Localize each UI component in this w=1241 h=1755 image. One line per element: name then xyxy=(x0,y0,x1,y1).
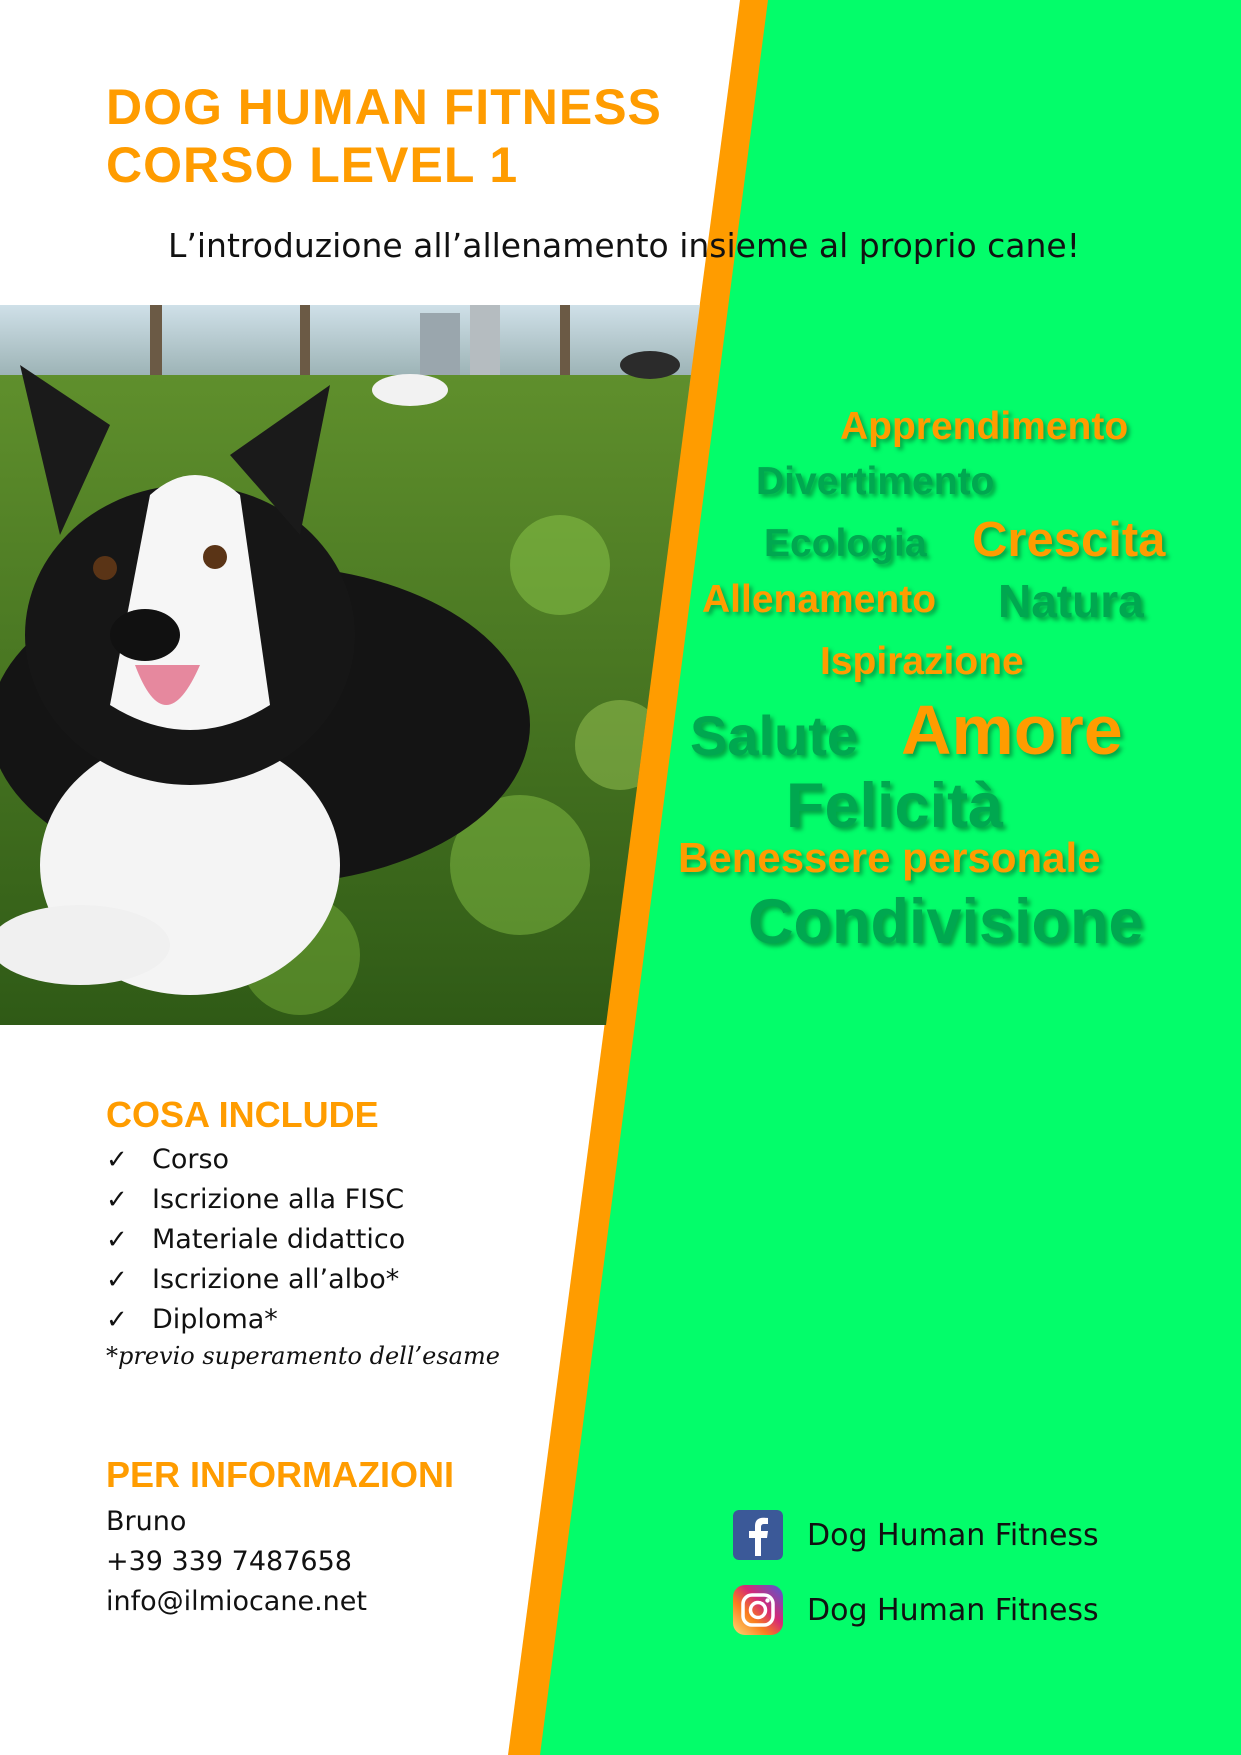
word-cloud-word: Condivisione xyxy=(748,887,1144,957)
contact-name: Bruno xyxy=(106,1506,187,1537)
word-cloud-word: Benessere personale xyxy=(678,834,1101,881)
check-icon: ✓ xyxy=(106,1265,128,1295)
footnote: *previo superamento dell’esame xyxy=(106,1342,500,1370)
list-item-label: Corso xyxy=(152,1144,230,1175)
list-item xyxy=(106,1260,405,1300)
contact-phone[interactable]: +39 339 7487658 xyxy=(106,1546,352,1577)
subtitle: L’introduzione all’allenamento insieme al proprio cane! xyxy=(168,226,1080,265)
includes-heading: COSA INCLUDE xyxy=(106,1094,379,1135)
instagram-label: Dog Human Fitness xyxy=(807,1592,1099,1628)
page-title xyxy=(106,78,662,194)
word-cloud-word: Amore xyxy=(901,691,1123,769)
list-item-label: Iscrizione all’albo* xyxy=(152,1264,400,1295)
list-item-label: Iscrizione alla FISC xyxy=(152,1184,405,1215)
list-item xyxy=(106,1300,405,1340)
word-cloud-word: Apprendimento xyxy=(840,405,1129,448)
check-icon: ✓ xyxy=(106,1145,128,1175)
info-heading: PER INFORMAZIONI xyxy=(106,1454,454,1495)
word-cloud-word: Salute xyxy=(690,704,859,767)
list-item-label: Diploma* xyxy=(152,1304,278,1335)
facebook-label: Dog Human Fitness xyxy=(807,1517,1099,1553)
instagram-link[interactable] xyxy=(733,1585,1099,1635)
list-item xyxy=(106,1220,405,1260)
word-cloud-word: Allenamento xyxy=(702,578,937,621)
instagram-icon xyxy=(733,1585,783,1635)
word-cloud-word: Crescita xyxy=(972,513,1166,567)
title-line-2: CORSO LEVEL 1 xyxy=(106,137,519,193)
includes-list xyxy=(106,1140,405,1340)
contact-email[interactable]: info@ilmiocane.net xyxy=(106,1586,367,1617)
list-item-label: Materiale didattico xyxy=(152,1224,406,1255)
list-item xyxy=(106,1180,405,1220)
word-cloud-word: Ecologia xyxy=(764,522,927,565)
word-cloud-word: Ispirazione xyxy=(820,640,1024,683)
check-icon: ✓ xyxy=(106,1225,128,1255)
list-item xyxy=(106,1140,405,1180)
check-icon: ✓ xyxy=(106,1305,128,1335)
word-cloud-word: Natura xyxy=(998,575,1144,627)
word-cloud-word: Divertimento xyxy=(756,460,995,503)
title-line-1: DOG HUMAN FITNESS xyxy=(106,79,662,135)
contact-block xyxy=(106,1502,367,1622)
dog-photo xyxy=(0,305,700,1025)
facebook-link[interactable] xyxy=(733,1510,1099,1560)
check-icon: ✓ xyxy=(106,1185,128,1215)
facebook-icon xyxy=(733,1510,783,1560)
word-cloud-word: Felicità xyxy=(786,771,1004,841)
